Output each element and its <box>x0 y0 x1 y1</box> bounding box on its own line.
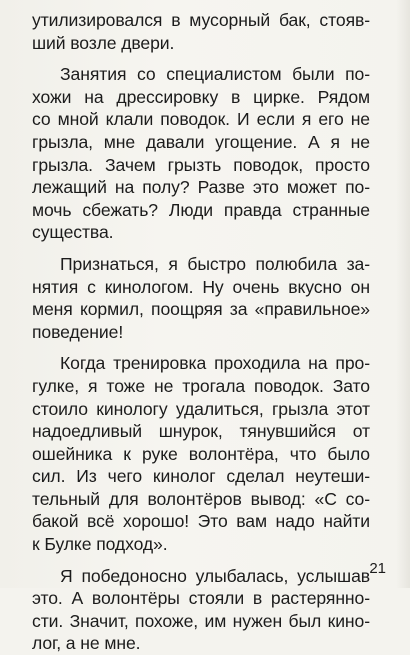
text-line: лог, а не мне. <box>32 633 141 654</box>
page-edge-shadow <box>396 0 410 588</box>
paragraph-1 <box>32 9 370 54</box>
text-line: сил. Из чего кинолог сделал неутеши- <box>32 466 370 487</box>
text-line: со мной клали поводок. И если я его не <box>32 109 370 130</box>
text-line: Я победоносно улыбалась, услышав <box>60 565 370 586</box>
text-line: Признаться, я быстро полюбила за- <box>60 253 370 274</box>
text-line: Занятия со специалистом были по- <box>60 64 370 85</box>
paragraph-4 <box>32 352 370 555</box>
paragraph-3 <box>32 253 370 343</box>
page-number: 21 <box>369 560 386 577</box>
text-line: гулке, я тоже не трогала поводок. Зато <box>32 375 370 396</box>
text-line: надоедливый шнурок, тянувшийся от <box>32 421 370 442</box>
text-line: нятия с кинологом. Ну очень вкусно он <box>32 276 370 297</box>
text-line: это. А волонтёры стояли в растерянно- <box>32 588 370 609</box>
text-line: сти. Значит, похоже, им нужен был кино- <box>32 610 370 631</box>
text-line: тельный для волонтёров вывод: «С со- <box>32 488 370 509</box>
paragraph-2 <box>32 63 370 244</box>
text-line: утилизировался в мусорный бак, стояв- <box>32 10 370 30</box>
text-line: ошейника к руке волонтёра, что было <box>32 443 370 464</box>
text-line: меня кормил, поощряя за «правильное» <box>32 299 370 320</box>
text-line: мочь сбежать? Люди правда странные <box>32 199 370 220</box>
text-line: хожи на дрессировку в цирке. Рядом <box>32 86 370 107</box>
text-line: поведение! <box>32 321 124 342</box>
page-text <box>32 9 370 655</box>
text-line: ший возле двери. <box>32 32 175 53</box>
text-line: Когда тренировка проходила на про- <box>60 353 370 374</box>
text-line: бакой всё хорошо! Это вам надо найти <box>32 511 370 532</box>
text-line: грызла, мне давали угощение. А я не <box>32 131 370 152</box>
paragraph-5 <box>32 565 370 655</box>
text-line: стоило кинологу удалиться, грызла этот <box>32 398 370 419</box>
text-line: к Булке подход». <box>32 534 168 555</box>
text-line: грызла. Зачем грызть поводок, просто <box>32 154 370 175</box>
text-line: лежащий на полу? Разве это может по- <box>32 177 370 198</box>
text-line: существа. <box>32 222 114 243</box>
